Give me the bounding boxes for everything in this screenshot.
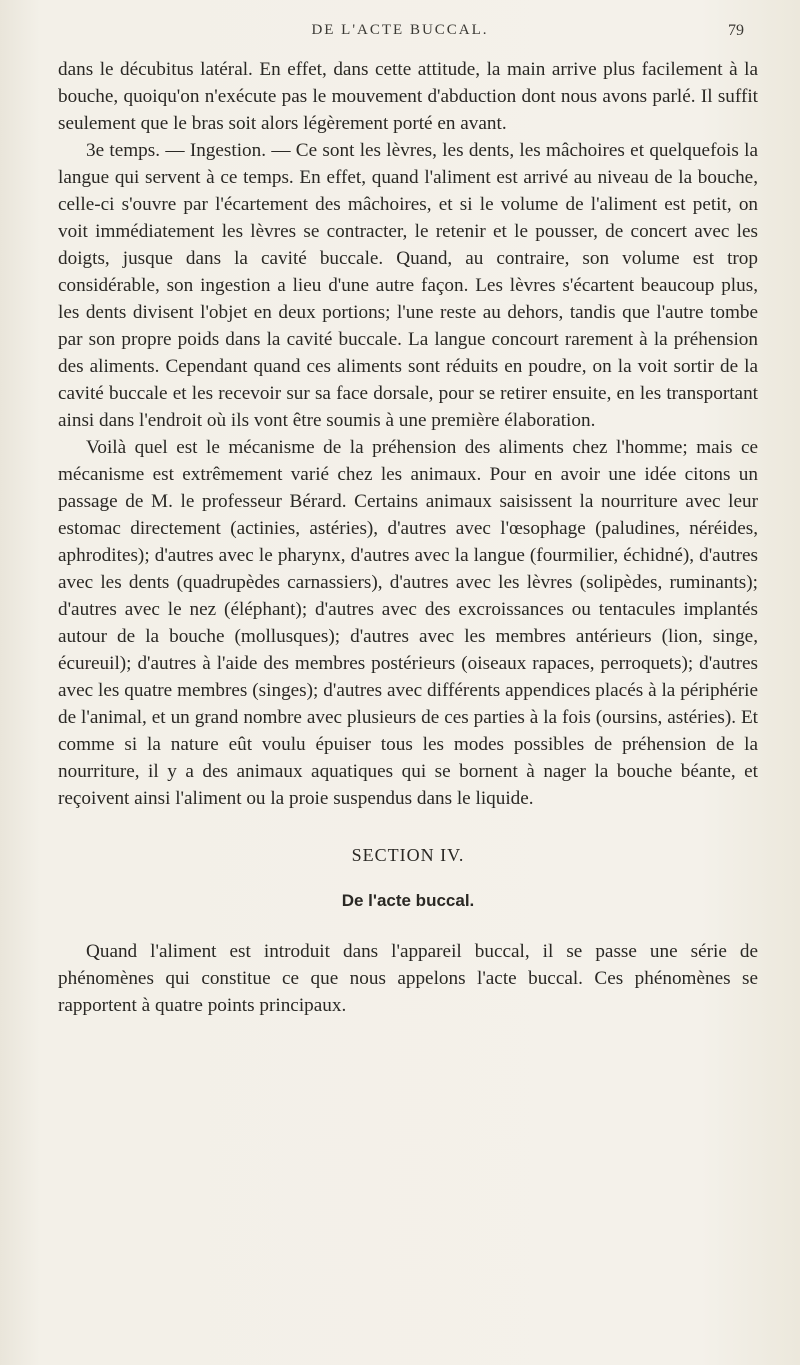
page-number: 79 [728,22,744,39]
paragraph-animal-prehension: Voilà quel est le mécanisme de la préhension des aliments chez l'homme; mais ce mécanisme est extrêmement varié chez les animaux. Pour en avoir une idée citons un passage de M. le professeur Bérard. Certains animaux saisissent la nourriture avec leur estomac directement (actinies, astéries), d'autres avec l'œsophage (paludines, néréides, aphrodites); d'autres avec le pharynx, d'autres avec la langue (fourmilier, échidné), d'autres avec les dents (quadrupèdes carnassiers), d'autres avec les lèvres (solipèdes, ruminants); d'autres avec le nez (éléphant); d'autres avec des excroissances ou tentacules implantés autour de la bouche (mollusques); d'autres avec les membres antérieurs (lion, singe, écureuil); d'autres à l'aide des membres postérieurs (oiseaux rapaces, perroquets); d'autres avec les quatre membres (singes); d'autres avec différents appendices placés à la périphérie de l'animal, et un grand nombre avec plusieurs de ces parties à la fois (oursins, astéries). Et comme si la nature eût voulu épuiser tous les modes possibles de préhension de la nourriture, il y a des animaux aquatiques qui se bornent à nager la bouche béante, et reçoivent ainsi l'aliment ou la proie suspendus dans le liquide. [58,437,758,809]
running-head: DE L'ACTE BUCCAL. [311,22,489,38]
page-body [58,56,758,1019]
section-heading: SECTION IV. [351,845,465,865]
section-subheading: De l'acte buccal. [341,891,475,910]
paragraph-ingestion: 3e temps. — Ingestion. — Ce sont les lèvres, les dents, les mâchoires et quelquefois la langue qui servent à ce temps. En effet, quand l'aliment est arrivé au niveau de la bouche, celle-ci s'ouvre par l'écartement des mâchoires, et si le volume de l'aliment est petit, on voit immédiatement les lèvres se contracter, le retenir et le pousser, de concert avec les doigts, jusque dans la cavité buccale. Quand, au contraire, son volume est trop considérable, son ingestion a lieu d'une autre façon. Les lèvres s'écartent beaucoup plus, les dents divisent l'objet en deux portions; l'une reste au dehors, tandis que l'autre tombe par son propre poids dans la cavité buccale. La langue concourt rarement à la préhension des aliments. Cependant quand ces aliments sont réduits en poudre, on la voit sortir de la cavité buccale et les recevoir sur sa face dorsale, pour se retirer ensuite, en les transportant ainsi dans l'endroit où ils vont être soumis à une première élaboration. [58,140,758,431]
paragraph-acte-buccal: Quand l'aliment est introduit dans l'appareil buccal, il se passe une série de phénomènes qui constitue ce que nous appelons l'acte buccal. Ces phénomènes se rapportent à quatre points principaux. [58,941,758,1016]
page-header [0,22,800,46]
paragraph-continuation: dans le décubitus latéral. En effet, dans cette attitude, la main arrive plus facilement à la bouche, quoiqu'on n'exécute pas le mouvement d'abduction dont nous avons parlé. Il suffit seulement que le bras soit alors légèrement porté en avant. [58,59,758,134]
